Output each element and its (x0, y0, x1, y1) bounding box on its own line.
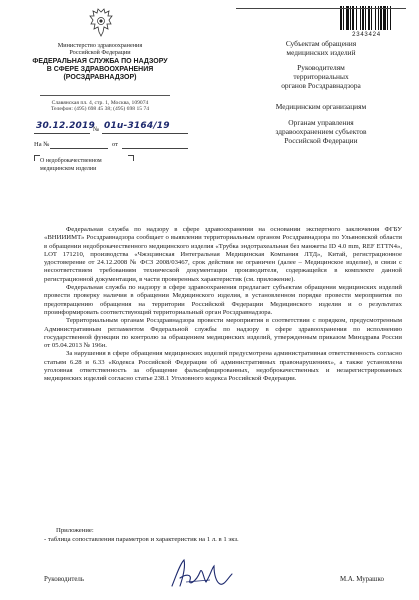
barcode-number: 2343424 (352, 31, 381, 38)
signatory-role: Руководитель (44, 576, 85, 583)
ref-from-label: от (112, 141, 119, 148)
body-paragraph: Федеральная служба по надзору в сфере здравоохранения на основании экспертного заключения ФГБУ «ВНИИИМТ» Росздравнадзора сообщает о выявлении территориальным органом Росздравнадзора по Ульяновской области в обращении недоброкачественного медицинского изделия «Трубка эндотрахеальная без манжеты ID 4.0 mm, REF ETTN4», LOT 171210, производства «Чжэцзянская Интегральная Медицинская Компания ЛТД», Китай, регистрационное удостоверение от 24.12.2008 № ФСЗ 2008/03467, срок действия не ограничен (далее – Медицинское изделие), в связи с несоответствием требованиям технической документации производителя, содержащейся в комплекте данной регистрационной документации, в части проверенных характеристик (см. приложение). (44, 226, 402, 283)
attachment-block (44, 526, 239, 544)
addressee-territorial-heads: Руководителям территориальных органов Росздравнадзора (281, 63, 361, 90)
number-label: № (93, 126, 100, 133)
letter-body (44, 226, 402, 384)
ministry-name: Министерство здравоохранения Российской Федерации (57, 42, 143, 57)
body-paragraph: За нарушения в сфере обращения медицинских изделий предусмотрена административная ответственность согласно статьям 6.28 и 6.33 «Кодекса Российской Федерации об административных правонарушениях», а также установлена уголовная ответственность за обращение фальсифицированных, недоброкачественных и незарегистрированных медицинских изделий согласно статье 238.1 Уголовного кодекса Российской Федерации. (44, 350, 402, 383)
date-line (34, 133, 90, 134)
subject-corner-right (128, 155, 134, 161)
barcode-bar (391, 6, 392, 30)
letter-date: 30.12.2019 (36, 121, 95, 131)
signatory-name: М.А. Мурашко (340, 576, 384, 583)
ref-from-line (122, 148, 188, 149)
service-address: Славянская пл. 4, стр. 1, Москва, 109074 Телефон: (495) 698 45 38; (495) 698 15 74 (50, 100, 150, 113)
addressee-top-line (236, 8, 406, 9)
service-name: ФЕДЕРАЛЬНАЯ СЛУЖБА ПО НАДЗОРУ В СФЕРЕ ЗДРАВООХРАНЕНИЯ (РОСЗДРАВНАДЗОР) (32, 58, 168, 82)
body-paragraph: Территориальным органам Росздравнадзора провести мероприятия в соответствии с порядком, предусмотренным Административным регламентом Федеральной службы по надзору в сфере здравоохранения по исполнению государственной функции по контролю за обращением медицинских изделий, утвержденным приказом Минздрава России от 05.04.2013 № 196н. (44, 317, 402, 350)
letter-number: 01u-3164/19 (104, 121, 170, 131)
letterhead-divider (40, 95, 170, 96)
ref-number-label: На № (34, 141, 50, 148)
letter-subject: О недоброкачественном медицинском изделии (40, 158, 102, 172)
handwritten-signature (166, 556, 236, 592)
attachment-item: - таблица сопоставления параметров и характеристик на 1 л. в 1 экз. (44, 536, 239, 544)
addressee-health-authorities: Органам управления здравоохранением субъектов Российской Федерации (275, 118, 367, 145)
barcode (340, 6, 412, 30)
number-line (102, 133, 188, 134)
addressee-medical-orgs: Медицинским организациям (275, 102, 367, 111)
coat-of-arms-icon (88, 8, 114, 38)
attachment-title: Приложение: (56, 527, 94, 534)
body-paragraph: Федеральная служба по надзору в сфере здравоохранения предлагает субъектам обращения медицинских изделий провести проверку наличия в обращении Медицинского изделия, в установленном порядке провести мероприятия по предотвращению обращения на территории Российской Федерации Медицинского изделия и о результатах проинформировать соответствующий территориальный орган Росздравнадзора. (44, 284, 402, 316)
addressee-distributors: Субъектам обращения медицинских изделий (285, 39, 357, 57)
ref-number-line (50, 148, 108, 149)
